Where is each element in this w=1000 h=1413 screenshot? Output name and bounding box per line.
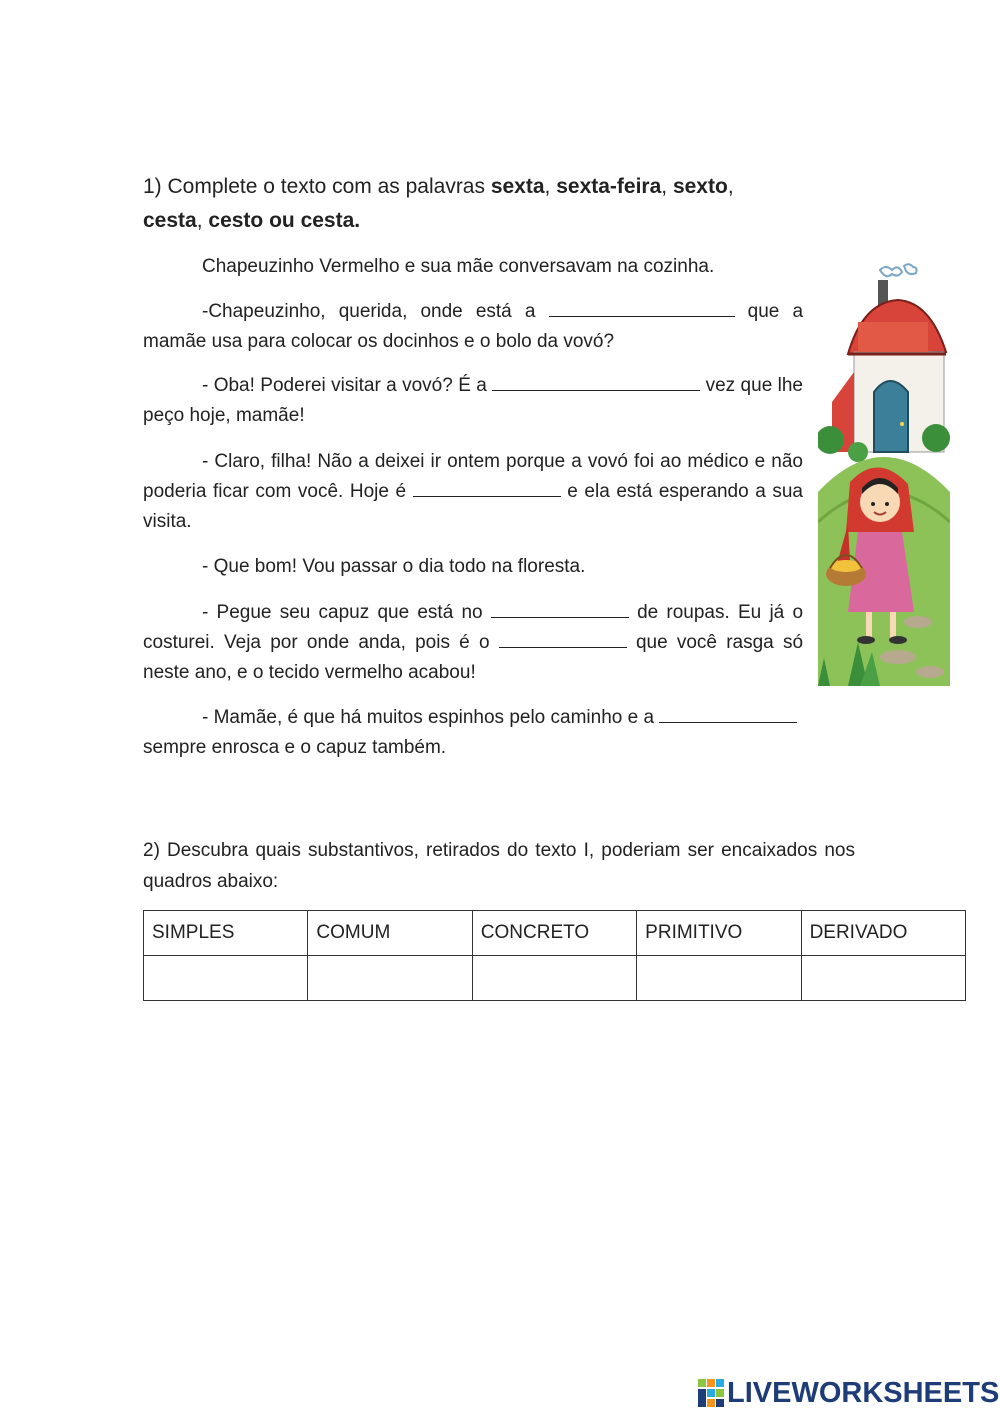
question-1-intro: 1) Complete o texto com as palavras	[143, 175, 491, 198]
story-paragraph-3	[143, 371, 803, 431]
liveworksheets-logo-text: LIVEWORKSHEETS	[727, 1376, 1000, 1409]
question-1-heading	[143, 170, 823, 238]
blank-field-3[interactable]	[413, 478, 561, 497]
paragraph-text: sempre enrosca e o capuz também.	[143, 737, 447, 758]
paragraph-text: - Que bom! Vou passar o dia todo na floresta.	[202, 556, 586, 577]
story-paragraph-5	[143, 552, 803, 582]
paragraph-text: - Mamãe, é que há muitos espinhos pelo caminho e a	[202, 707, 655, 728]
word-cesta: cesta	[143, 209, 197, 232]
table-header-derivado: DERIVADO	[801, 911, 965, 956]
word-sexta-feira: sexta-feira	[556, 175, 662, 198]
separator: ,	[727, 175, 734, 198]
blank-field-6[interactable]	[659, 704, 797, 723]
liveworksheets-logo	[698, 1378, 999, 1408]
blank-field-2[interactable]	[492, 372, 700, 391]
red-riding-hood-illustration-icon	[818, 262, 950, 686]
answer-cell-simples[interactable]	[144, 956, 308, 1001]
separator: ,	[661, 175, 673, 198]
story-paragraph-4	[143, 447, 803, 537]
story-paragraph-2	[143, 297, 803, 357]
table-header-row	[144, 911, 966, 956]
story-paragraph-6	[143, 598, 803, 688]
paragraph-text: - Oba! Poderei visitar a vovó? É a	[202, 375, 487, 396]
paragraph-text: - Pegue seu capuz que está no	[202, 602, 483, 623]
blank-field-4[interactable]	[491, 599, 629, 618]
answer-cell-concreto[interactable]	[472, 956, 636, 1001]
table-header-concreto: CONCRETO	[472, 911, 636, 956]
word-sexto: sexto	[672, 175, 728, 198]
paragraph-text: Chapeuzinho Vermelho e sua mãe conversavam na cozinha.	[202, 256, 715, 277]
paragraph-text: e ela está esperando a sua visita.	[143, 481, 803, 532]
liveworksheets-logo-icon	[698, 1379, 724, 1407]
separator: ,	[196, 209, 209, 232]
blank-field-5[interactable]	[499, 629, 627, 648]
table-header-simples: SIMPLES	[144, 911, 308, 956]
table-header-comum: COMUM	[308, 911, 472, 956]
story-paragraph-7	[143, 703, 859, 763]
answer-cell-primitivo[interactable]	[637, 956, 801, 1001]
table-header-primitivo: PRIMITIVO	[637, 911, 801, 956]
paragraph-text: vez que lhe peço hoje, mamãe!	[143, 375, 803, 426]
paragraph-text: de roupas. Eu já o costurei. Veja por onde anda, pois é o	[143, 602, 804, 653]
story-paragraph-1	[143, 252, 803, 282]
table-answer-row	[144, 956, 966, 1001]
paragraph-text: que a mamãe usa para colocar os docinhos e o bolo da vovó?	[143, 301, 804, 352]
blank-field-1[interactable]	[549, 298, 735, 317]
word-cesto-ou-cesta: cesto ou cesta.	[208, 209, 361, 232]
noun-classification-table	[143, 910, 966, 1001]
answer-cell-derivado[interactable]	[801, 956, 965, 1001]
paragraph-text: que você rasga só neste ano, e o tecido vermelho acabou!	[143, 632, 804, 683]
word-sexta: sexta	[490, 175, 545, 198]
paragraph-text: -Chapeuzinho, querida, onde está a	[202, 301, 536, 322]
paragraph-text: - Claro, filha! Não a deixei ir ontem porque a vovó foi ao médico e não poderia ficar com você. Hoje é	[143, 451, 803, 502]
answer-cell-comum[interactable]	[308, 956, 472, 1001]
separator: ,	[544, 175, 557, 198]
question-2-text: 2) Descubra quais substantivos, retirados do texto I, poderiam ser encaixados nos quadros abaixo:	[143, 840, 855, 892]
